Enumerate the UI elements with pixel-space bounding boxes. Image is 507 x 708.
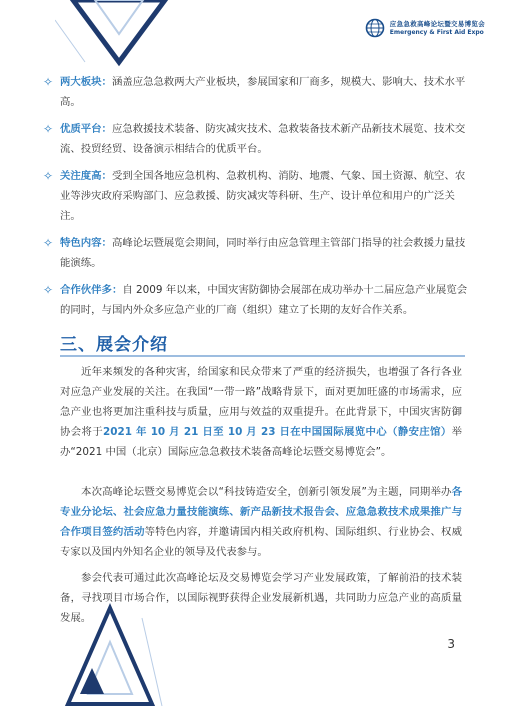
feature-label: 两大板块： [60, 76, 112, 88]
top-left-triangle-decoration [55, 0, 185, 70]
star-bullet-icon: ✧ [43, 122, 54, 136]
feature-text: 自 2009 年以来，中国灾害防御协会展部在成功举办十二届应急产业展览会的同时，与国内外众多应急产业的厂商（组织）建立了长期的友好合作关系。 [60, 284, 468, 316]
star-bullet-icon: ✧ [43, 169, 54, 183]
expo-logo [365, 18, 485, 38]
section-divider [60, 355, 465, 357]
section-title: 三、展会介绍 [60, 335, 168, 355]
intro-paragraph-1 [60, 362, 462, 462]
intro-paragraph-2 [60, 482, 462, 562]
feature-list [43, 72, 470, 327]
feature-item [43, 280, 470, 320]
event-date-venue-highlight: 2021 年 10 月 21 日至 10 月 23 日在中国国际展览中心（静安庄馆） [103, 426, 452, 438]
feature-text: 受到全国各地应急机构、急救机构、消防、地震、气象、国土资源、航空、农业等涉灾政府采购部门、应急救援、防灾减灾等科研、生产、设计单位和用户的广泛关注。 [60, 170, 466, 222]
page-number: 3 [447, 637, 455, 651]
star-bullet-icon: ✧ [43, 75, 54, 89]
globe-icon [365, 18, 385, 38]
paragraph-text: 举办“2021 中国（北京）国际应急急救技术装备高峰论坛暨交易博览会”。 [60, 426, 462, 458]
feature-label: 合作伙伴多： [60, 284, 123, 296]
paragraph-text: 参会代表可通过此次高峰论坛及交易博览会学习产业发展政策，了解前沿的技术装备，寻找项目市场合作，以国际视野获得企业发展新机遇，共同助力应急产业的高质量发展。 [60, 572, 462, 624]
feature-label: 优质平台： [60, 123, 112, 135]
paragraph-text: 等特色内容，并邀请国内相关政府机构、国际组织、行业协会、权威专家以及国内外知名企业的领导及代表参与。 [60, 526, 462, 558]
bottom-left-triangle-decoration [62, 598, 172, 708]
feature-item [43, 166, 470, 226]
logo-chinese-name: 应急急救高峰论坛暨交易博览会 [389, 19, 485, 28]
logo-english-name: Emergency & First Aid Expo [389, 28, 484, 36]
feature-item [43, 72, 470, 112]
feature-text: 涵盖应急急救两大产业板块，参展国家和厂商多，规模大、影响大、技术水平高。 [60, 76, 466, 108]
feature-label: 特色内容： [60, 237, 112, 249]
activities-highlight: 各专业分论坛、社会应急力量技能演练、新产品新技术报告会、应急急救技术成果推广与合作项目签约活动 [60, 486, 462, 538]
paragraph-text: 本次高峰论坛暨交易博览会以“科技铸造安全，创新引领发展”为主题，同期举办 [81, 486, 452, 498]
paragraph-text: 近年来频发的各种灾害，给国家和民众带来了严重的经济损失，也增强了各行各业对应急产业发展的关注。在我国“一带一路”战略背景下，面对更加旺盛的市场需求，应急产业也将更加注重科技与质量，应用与效益的双重提升。在此背景下，中国灾害防御协会将于 [60, 366, 462, 438]
feature-item [43, 119, 470, 159]
star-bullet-icon: ✧ [43, 236, 54, 250]
star-bullet-icon: ✧ [43, 283, 54, 297]
feature-item [43, 233, 470, 273]
feature-label: 关注度高： [60, 170, 112, 182]
feature-text: 高峰论坛暨展览会期间，同时举行由应急管理主管部门指导的社会救援力量技能演练。 [60, 237, 466, 269]
feature-text: 应急救援技术装备、防灾减灾技术、急救装备技术新产品新技术展览、技术交流、投贸经贸、设备演示相结合的优质平台。 [60, 123, 466, 155]
